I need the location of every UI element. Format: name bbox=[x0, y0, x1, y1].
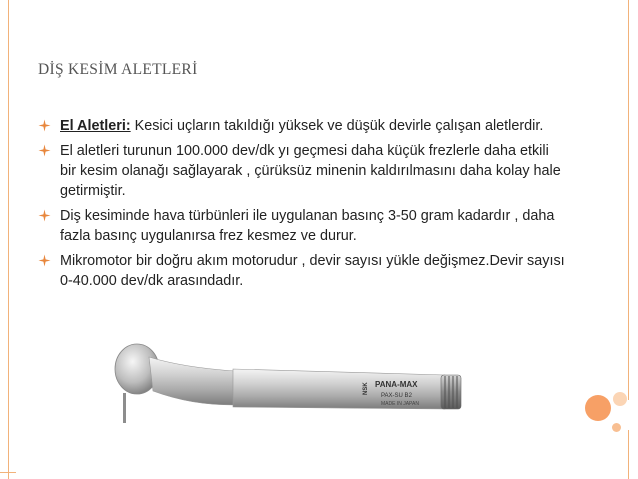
bullet-item bbox=[38, 141, 568, 201]
slide-frame-corner bbox=[0, 472, 16, 473]
slide-title: DİŞ KESİM ALETLERİ bbox=[38, 61, 198, 78]
handpiece-neck bbox=[149, 357, 235, 405]
handpiece-origin-label: MADE IN JAPAN bbox=[381, 401, 419, 407]
bullet-icon bbox=[38, 144, 51, 157]
bullet-term: El Aletleri: bbox=[60, 118, 131, 134]
handpiece-model-label: PANA-MAX bbox=[375, 380, 418, 389]
bur-shaft bbox=[123, 393, 126, 423]
decor-circle-large bbox=[585, 395, 611, 421]
decor-circle-medium bbox=[613, 392, 627, 406]
handpiece-brand-label: NSK bbox=[363, 382, 369, 395]
bullet-icon bbox=[38, 254, 51, 267]
slide-frame-right bbox=[628, 0, 629, 400]
slide-frame-left bbox=[8, 0, 9, 479]
bullet-item bbox=[38, 116, 568, 136]
bullet-item bbox=[38, 251, 568, 291]
bullet-text: El aletleri turunun 100.000 dev/dk yı geçmesi daha küçük frezlerle daha etkili bir kesim olanağı sağlayarak , çürüksüz minenin kaldırılmasını daha kolay hale getirmiştir. bbox=[60, 143, 561, 199]
handpiece-code-label: PAX-SU B2 bbox=[381, 393, 412, 399]
handpiece-drawing bbox=[105, 335, 475, 430]
bullet-icon bbox=[38, 209, 51, 222]
handpiece-end-ring bbox=[441, 375, 461, 409]
decor-circle-small bbox=[612, 423, 621, 432]
slide-frame-right-lower bbox=[628, 430, 629, 479]
bullet-icon bbox=[38, 119, 51, 132]
bullet-item bbox=[38, 206, 568, 246]
bullet-text: Kesici uçların takıldığı yüksek ve düşük devirle çalışan aletlerdir. bbox=[130, 118, 544, 134]
bullet-text: Mikromotor bir doğru akım motorudur , devir sayısı yükle değişmez.Devir sayısı 0-40.000 dev/dk arasındadır. bbox=[60, 253, 565, 289]
dental-handpiece-image bbox=[105, 335, 475, 435]
bullet-text: Diş kesiminde hava türbünleri ile uygulanan basınç 3-50 gram kadardır , daha fazla basınç uygulanırsa frez kesmez ve durur. bbox=[60, 208, 555, 244]
bullet-list bbox=[38, 116, 568, 296]
